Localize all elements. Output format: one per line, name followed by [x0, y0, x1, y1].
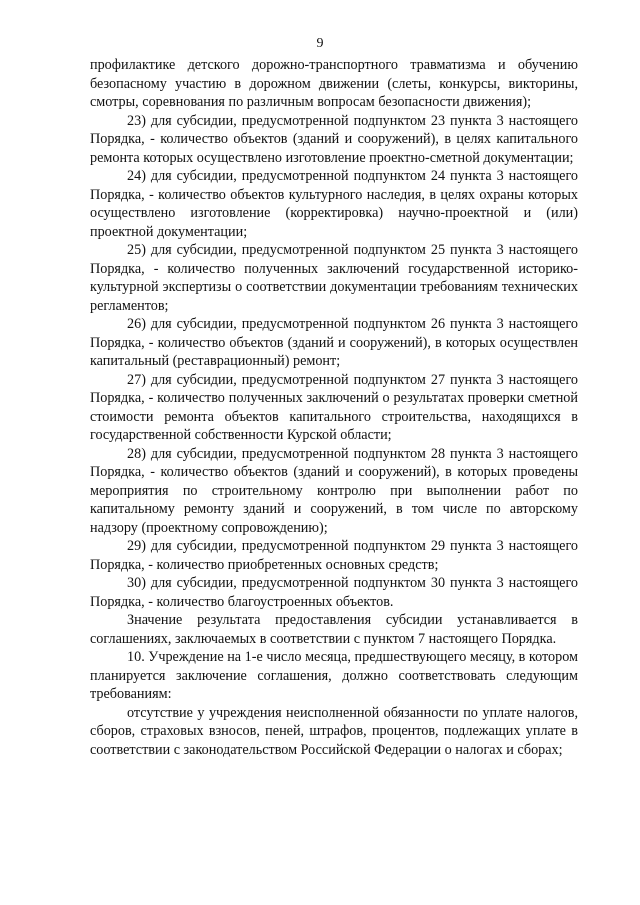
paragraph-item-25: 25) для субсидии, предусмотренной подпунктом 25 пункта 3 настоящего Порядка, - количество полученных заключений государственной историко-культурной экспертизы о соответствии документации требованиям технических регламентов; — [90, 242, 578, 314]
paragraph-item-27: 27) для субсидии, предусмотренной подпунктом 27 пункта 3 настоящего Порядка, - количество полученных заключений о результатах проверки сметной стоимости ремонта объектов капитального строительства, находящихся в государственной собственности Курской области; — [90, 371, 578, 443]
paragraph-item-24: 24) для субсидии, предусмотренной подпунктом 24 пункта 3 настоящего Порядка, - количество объектов культурного наследия, в целях охраны которых осуществлено изготовление (корректировка) научно-проектной и (или) проектной документации; — [90, 168, 578, 240]
paragraph-item-28: 28) для субсидии, предусмотренной подпунктом 28 пункта 3 настоящего Порядка, - количество объектов (зданий и сооружений), в которых проведены мероприятия по строительному контролю при выполнении работ по капитальному ремонту зданий и сооружений, в том числе по авторскому надзору (проектному сопровождению); — [90, 445, 578, 536]
paragraph-section-10: 10. Учреждение на 1-е число месяца, предшествующего месяцу, в котором планируется заключение соглашения, должно соответствовать следующим требованиям: — [90, 649, 578, 702]
document-body — [90, 56, 578, 759]
paragraph-item-29: 29) для субсидии, предусмотренной подпунктом 29 пункта 3 настоящего Порядка, - количество приобретенных основных средств; — [90, 538, 578, 573]
paragraph-item-30: 30) для субсидии, предусмотренной подпунктом 30 пункта 3 настоящего Порядка, - количество благоустроенных объектов. — [90, 575, 578, 610]
page-number: 9 — [316, 36, 324, 51]
paragraph-item-26: 26) для субсидии, предусмотренной подпунктом 26 пункта 3 настоящего Порядка, - количество объектов (зданий и сооружений), в которых осуществлен капитальный (реставрационный) ремонт; — [90, 316, 578, 369]
paragraph-intro: профилактике детского дорожно-транспортного травматизма и обучению безопасному участию в дорожном движении (слеты, конкурсы, викторины, смотры, соревнования по различным вопросам безопасности движения); — [90, 57, 578, 110]
paragraph-item-23: 23) для субсидии, предусмотренной подпунктом 23 пункта 3 настоящего Порядка, - количество объектов (зданий и сооружений), в целях капитального ремонта которых осуществлено изготовление проектно-сметной документации; — [90, 112, 578, 166]
paragraph-result-value: Значение результата предоставления субсидии устанавливается в соглашениях, заключаемых в соответствии с пунктом 7 настоящего Порядка. — [90, 612, 578, 647]
paragraph-requirement-taxes: отсутствие у учреждения неисполненной обязанности по уплате налогов, сборов, страховых взносов, пеней, штрафов, процентов, подлежащих уплате в соответствии с законодательством Российской Федерации о налогах и сборах; — [90, 704, 578, 758]
